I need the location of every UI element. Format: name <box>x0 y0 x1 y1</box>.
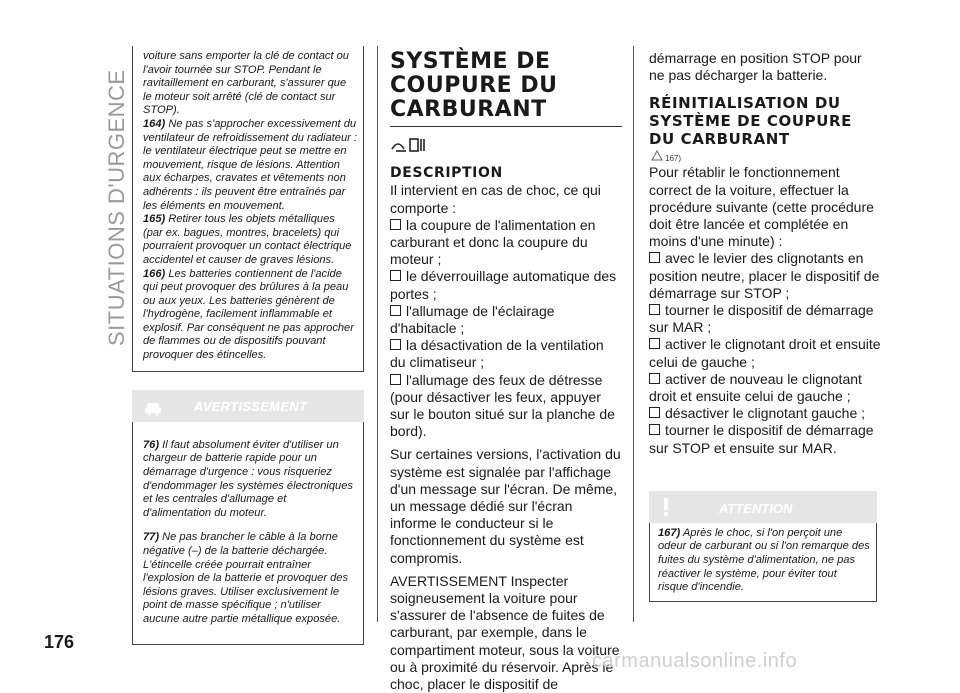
attention-header <box>649 491 877 523</box>
reset-heading: RÉINITIALISATION DU SYSTÈME DE COUPURE DU CARBURANT <box>649 94 852 149</box>
checkbox-bullet-icon <box>649 373 660 384</box>
paragraph-versions: Sur certaines versions, l'activation du système est signalée par l'affichage d'un message sur l'écran. De même, un message dédié sur l'écran informe le conducteur si le fonctionnement du système est compromis. <box>390 446 621 566</box>
checkbox-bullet-icon <box>390 305 401 316</box>
title-rule <box>390 126 622 127</box>
column-left <box>132 46 364 645</box>
bullet-0: la coupure de l'alimentation en carburant et donc la coupure du moteur ; <box>390 216 596 268</box>
bullet-1: le déverrouillage automatique des portes ; <box>390 268 617 302</box>
bullet-2: l'allumage de l'éclairage d'habitacle ; <box>390 302 555 337</box>
attention-title: ATTENTION <box>719 500 793 516</box>
note-line-166: 166) Les batteries contiennent de l'acide qui peut provoquer des brûlures à la peau ou aux yeux. Les batteries génèrent de l'hydrogène, facilement inflammable et explosif. Par conséquent ne pas approcher de flammes ou de dispositifs pouvant provoquer des étincelles. <box>143 267 354 362</box>
column-divider-1 <box>377 46 378 622</box>
intro-text: Il intervient en cas de choc, ce qui comporte : <box>390 182 601 216</box>
note-line-165: 165) Retirer tous les objets métalliques (par ex. bagues, montres, bracelets) qui pourraient provoquer un contact électrique accidentel et causer de graves lésions. <box>143 213 352 266</box>
attention-ref: 167) <box>658 526 681 539</box>
page-number: 176 <box>44 632 75 652</box>
section-side-title <box>80 46 129 346</box>
side-title-text: SITUATIONS D'URGENCE <box>104 69 129 346</box>
continued-text: démarrage en position STOP pour ne pas décharger la batterie. <box>649 50 862 84</box>
reset-bullet-1: tourner le dispositif de démarrage sur MAR ; <box>649 302 874 336</box>
warning-header <box>132 390 364 422</box>
reset-bullet-0: avec le levier des clignotants en position neutre, placer le dispositif de démarrage sur STOP ; <box>649 250 880 301</box>
reset-bullet-4: désactiver le clignotant gauche ; <box>649 405 881 422</box>
checkbox-bullet-icon <box>649 424 660 435</box>
fuel-cutoff-icon <box>390 135 430 155</box>
car-warning-icon <box>142 395 164 417</box>
checkbox-bullet-icon <box>649 407 660 418</box>
note-line-0: voiture sans emporter la clé de contact ou l'avoir tournée sur STOP. Pendant le ravitaillement en carburant, s'assurer que le moteur soit arrêté (clé de contact sur STOP). <box>143 50 349 117</box>
column-middle <box>390 50 622 693</box>
section-title: SYSTÈME DE COUPURE DU CARBURANT <box>390 49 558 122</box>
reset-bullet-2: activer le clignotant droit et ensuite celui de gauche ; <box>649 336 881 370</box>
warning-box <box>132 422 364 645</box>
checkbox-bullet-icon <box>390 219 401 230</box>
reset-bullet-3: activer de nouveau le clignotant droit et ensuite celui de gauche ; <box>649 370 862 405</box>
checkbox-bullet-icon <box>390 339 401 350</box>
column-right <box>649 50 881 602</box>
footer-watermark: carmanualsonline.info <box>592 650 798 672</box>
warning-triangle-icon <box>651 150 663 161</box>
warning-title: AVERTISSEMENT <box>194 398 308 414</box>
warning-line-76: 76) Il faut absolument éviter d'utiliser un chargeur de batterie rapide pour un démarrage d'urgence : vous risqueriez d'endommager les systèmes électroniques et les centrales d'allumage et d'alimentation du moteur. <box>143 438 353 519</box>
checkbox-bullet-icon <box>649 338 660 349</box>
attention-text: Après le choc, si l'on perçoit une odeur de carburant ou si l'on remarque des fuites du système d'alimentation, ne pas réactiver le système, pour éviter tout risque d'incendie. <box>658 526 870 594</box>
checkbox-bullet-icon <box>390 374 401 385</box>
danger-notes-box <box>132 46 364 372</box>
attention-icon <box>657 496 675 518</box>
warning-line-77: 77) Ne pas brancher le câble à la borne négative (–) de la batterie déchargée. L'étincelle créée pourrait entraîner l'explosion de la batterie et provoquer des lésions graves. Utiliser exclusivement le point de masse spécifique ; n'utiliser aucune autre partie métallique exposée. <box>143 531 349 625</box>
checkbox-bullet-icon <box>649 252 660 263</box>
description-heading: DESCRIPTION <box>390 165 503 182</box>
paragraph-warning: AVERTISSEMENT Inspecter soigneusement la voiture pour s'assurer de l'absence de fuites de carburant, par exemple, dans le compartiment moteur, sous la voiture ou à proximité du réservoir. Après le choc, placer le dispositif de <box>390 572 620 693</box>
bullet-4: l'allumage des feux de détresse (pour désactiver les feux, appuyer sur le bouton situé sur la planche de bord). <box>390 371 615 440</box>
reset-intro: Pour rétablir le fonctionnement correct de la voiture, effectuer la procédure suivante (cette procédure doit être lancée et complétée en moins d'une minute) : <box>649 164 874 250</box>
checkbox-bullet-icon <box>649 304 660 315</box>
note-reference: 167) <box>649 148 881 164</box>
column-divider-2 <box>633 46 634 622</box>
reset-bullet-5: tourner le dispositif de démarrage sur STOP et ensuite sur MAR. <box>649 422 874 456</box>
attention-box <box>649 523 877 602</box>
checkbox-bullet-icon <box>390 270 401 281</box>
bullet-3: la désactivation de la ventilation du climatiseur ; <box>390 337 604 371</box>
note-line-164: 164) Ne pas s'approcher excessivement du ventilateur de refroidissement du radiateur : le ventilateur électrique peut se mettre en mouvement, risque de lésions. Attention aux écharpes, cravates et vêtements non adhérents : ils peuvent être entraînés par les éléments en mouvement. <box>143 117 357 212</box>
